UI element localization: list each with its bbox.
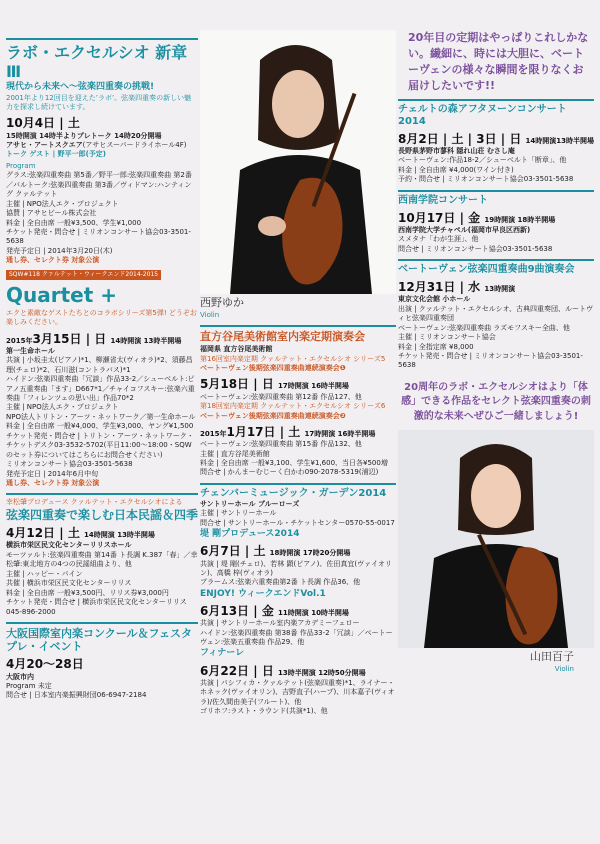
garden-t2: ENJOY! ウィークエンドVol.1	[200, 588, 326, 599]
felt-title: チェルトの森アフタヌーンコンサート2014	[398, 103, 567, 127]
seinan-date: 10月17日 | 金 19時開演 18時半開場	[398, 210, 556, 225]
kouei-title: 弦楽四重奏で楽しむ日本民謡＆四季	[6, 507, 199, 522]
kouei-section	[6, 493, 198, 617]
naoshima-date2: 2015年1月17日 | 土 17時開演 16時半開場	[200, 424, 376, 439]
naoshima-place: 福岡県 直方谷尾美術館	[200, 345, 273, 354]
beethoven-section	[398, 259, 594, 371]
column-right	[398, 0, 594, 675]
felt-price: 料金 | 全自由席 ¥4,000(ワイン付き)	[398, 165, 514, 174]
quartet-cosponsor: NPO法人トリトン・アーツ・ネットワーク／第一生命ホール	[6, 412, 196, 421]
osaka-contact: 問合せ | 日本室内楽振興財団06-6947-2184	[6, 691, 147, 700]
beethoven-venue: 東京文化会館 小ホール	[398, 295, 471, 304]
felt-venue: 長野県茅野市蓼科 隠れ山荘 むさし庵	[398, 146, 515, 155]
labo-date: 10月4日 | 土	[6, 116, 80, 131]
naoshima-series2: 第18回室内楽定期 クァルテット・エクセルシオ シリーズ6	[200, 402, 386, 411]
quartet-ticket2: ミリオンコンサート協会03-3501-5638	[6, 460, 133, 469]
naoshima-section	[200, 325, 396, 478]
kouei-date: 4月12日 | 土 14時開演 13時半開場	[6, 526, 155, 541]
beethoven-host: 主催 | ミリオンコンサート協会	[398, 333, 496, 342]
labo-cosponsor: 協賛 | アサヒビール株式会社	[6, 209, 97, 218]
seinan-title: 西南学院コンサート	[398, 194, 488, 206]
osaka-title: 大阪国際室内楽コンクール＆フェスタ プレ・イベント	[6, 626, 193, 654]
seinan-contact: 問合せ | ミリオンコンサート協会03-3501-5638	[398, 244, 553, 253]
garden-d2: 6月13日 | 金 11時開演 10時半開場	[200, 603, 349, 618]
violinist1-role: Violin	[200, 310, 220, 319]
violinist2-role: Violin	[554, 665, 574, 674]
quartet-venue: 第一生命ホール	[6, 346, 55, 355]
labo-release: 発売予定日 | 2014年3月20日(木)	[6, 246, 113, 255]
kouei-ticket: チケット発売・問合せ | 横浜市栄区民文化センターリリス045-896-2000	[6, 598, 187, 616]
seinan-program: スメタナ「わが生涯」、他	[398, 235, 479, 244]
quartet-release: 発売予定日 | 2014年6月中旬	[6, 469, 99, 478]
naoshima-series1: 第16回室内楽定期 クァルテット・エクセルシオ シリーズ5	[200, 354, 386, 363]
garden-section	[200, 483, 396, 717]
quartet-desc: エクと素敵なゲストたちとのコラボシリーズ第5弾! どうぞお楽しみください。	[6, 308, 197, 327]
osaka-section	[6, 622, 198, 701]
column-middle	[200, 0, 396, 717]
garden-host: 主催 | サントリーホール	[200, 509, 277, 518]
labo-note: 通し券、セレクト券 対象公演	[6, 256, 100, 265]
labo-program: グラス:弦楽四重奏曲 第5番／野平一郎:弦楽四重奏曲 第2番／バルトーク:弦楽四重奏曲 第3番／ヴィドマン:ハンティング クァルテット	[6, 171, 192, 199]
violinist1-photo	[200, 30, 396, 294]
felt-section	[398, 99, 594, 185]
naoshima-price: 料金 | 全自由席 一般¥3,100、学生¥1,600、当日各¥500増	[200, 459, 388, 467]
labo-subtitle: 現代から未来へ～弦楽四重奏の挑戦!	[6, 82, 155, 93]
beethoven-program: ベートーヴェン:弦楽四重奏曲 ラズモフスキー全曲、他	[398, 323, 570, 332]
garden-t1: 堤 剛プロデュース2014	[200, 529, 300, 540]
violinist2-name: 山田百子	[530, 650, 574, 664]
violinist2-image	[398, 430, 594, 648]
felt-date: 8月2日 | 土 | 3日 | 日 14時開演13時半開場	[398, 131, 595, 146]
naoshima-program1: ベートーヴェン:弦楽四重奏曲 第12番 作品127、他	[200, 392, 362, 401]
labo-time: 15時開演 14時半よりプレトーク 14時20分開場	[6, 131, 162, 140]
quartet-ribbon: SQW#118 クァルテット・ウィークエンド2014-2015	[6, 270, 198, 280]
naoshima-date1: 5月18日 | 日 17時開演 16時半開場	[200, 377, 349, 392]
garden-g2: 共演 | サントリーホール室内楽アカデミーフェロー	[200, 619, 360, 628]
labo-ticket: チケット発売・問合せ | ミリオンコンサート協会03-3501-5638	[6, 227, 191, 246]
osaka-program: Program 未定	[6, 681, 52, 690]
garden-d1: 6月7日 | 土 18時開演 17時20分開場	[200, 544, 351, 559]
violinist1-image	[200, 30, 396, 294]
quartet-title: Quartet +	[6, 282, 118, 307]
naoshima-title: 直方谷尾美術館室内楽定期演奏会	[200, 330, 365, 344]
quartet-section	[6, 270, 198, 489]
intro-text: 20年目の定期はやっぱりこれしかない。繊細に、時には大胆に、ベートーヴェンの様々な瞬間を限りなくお届けしたいです!!	[408, 31, 589, 92]
labo-desc: 2001年より12回目を迎えた’ラボ’。弦楽四重奏の新しい魅力を探求し続けています。	[6, 93, 192, 111]
quartet-ticket: チケット発売・問合せ | トリトン・アーツ・ネットワーク・チケットデスク03-3532-5702(平日11:00～18:00・SQWのセット券についてはこちらにお問合せください)	[6, 431, 194, 459]
quartet-price: 料金 | 全自由席 一般¥4,000、学生¥3,000、ヤング¥1,500	[6, 422, 194, 431]
garden-d3: 6月22日 | 日 13時半開演 12時50分開場	[200, 663, 366, 678]
quartet-date: 2015年3月15日 | 日 14時開演 13時半開場	[6, 331, 182, 346]
garden-p3: ゴリホフ:ラスト・ラウンド(共演*1)、他	[200, 707, 328, 716]
naoshima-sub1: ベートーヴェン後期弦楽四重奏曲連続演奏会❶	[200, 364, 346, 372]
quartet-note: 通し券、セレクト券 対象公演	[6, 478, 100, 487]
kouei-price: 料金 | 全自由席 一般¥3,500円、リリス券¥3,000円	[6, 588, 169, 597]
garden-g3: 共演 | パシフィカ・クァルテット(弦楽四重奏)*1、ライナー・ホネック(ヴァイオリン)、吉野直子(ハープ)、川本嘉子(ヴィオラ)/佐久間由美子(フルート)、他	[200, 678, 395, 706]
naoshima-host: 主催 | 直方谷尾美術館	[200, 449, 270, 458]
garden-p2: ハイドン:弦楽四重奏曲 第38番 作品33-2「冗談」／ベートーヴェン:弦楽五重奏曲 作品29、他	[200, 628, 393, 647]
beethoven-ticket: チケット発売・問合せ | ミリオンコンサート協会03-3501-5638	[398, 352, 583, 370]
anniversary-text: 20周年のラボ・エクセルシオはより「体感」できる作品をセレクト弦楽四重奏の刺激的な未来へぜひご一緒しましょう!	[401, 381, 591, 422]
labo-program-label: Program	[6, 161, 36, 170]
labo-section	[6, 38, 198, 266]
labo-venue: アサヒ・アートスクエア(アサヒスーパードライホール4F)	[6, 141, 187, 150]
kouei-program: モーツァルト:弦楽四重奏曲 第14番 ト長調 K.387「春」／幸松肇:東北地方の4つの民謡組曲より、他	[6, 550, 198, 569]
naoshima-program2: ベートーヴェン:弦楽四重奏曲 第15番 作品132、他	[200, 440, 362, 449]
naoshima-contact: 問合せ | かんまーむじーく白かわ090-2078-5319(浦辺)	[200, 468, 379, 477]
naoshima-sub2: ベートーヴェン後期弦楽四重奏曲連続演奏会❷	[200, 411, 346, 420]
garden-p1: ブラームス:弦楽六重奏曲第2番 ト長調 作品36、他	[200, 578, 361, 587]
felt-reserve: 予約・問合せ | ミリオンコンサート協会03-3501-5638	[398, 175, 574, 184]
violinist2-caption	[398, 650, 594, 674]
garden-title: チェンバーミュージック・ガーデン2014	[200, 487, 387, 499]
felt-program: ベートーヴェン:作品18-2／シューベルト「断章」、他	[398, 156, 567, 165]
violinist1-name: 西野ゆか	[200, 296, 244, 309]
kouei-host: 主催 | ハッピー・パイン	[6, 569, 83, 578]
kouei-cosponsor: 共催 | 横浜市栄区民文化センターリリス	[6, 579, 132, 588]
garden-contact: 問合せ | サントリーホール・チケットセンター0570-55-0017	[200, 518, 395, 527]
seinan-venue: 西南学院大学チャペル(福岡市早良区西新)	[398, 225, 531, 234]
violinist2-photo	[398, 430, 594, 648]
beethoven-guests: 出演 | クァルテット・エクセルシオ、古典四重奏団、ルートヴィヒ弦楽四重奏団	[398, 304, 594, 323]
labo-title: ラボ・エクセルシオ 新章Ⅲ	[6, 43, 188, 82]
quartet-guests: 共演 | 小坂圭太(ピアノ)*1、柳瀬省太(ヴィオラ)*2、須藤昌理(チェロ)*2、石川滋(コントラバス)*1	[6, 356, 193, 374]
kouei-label: 幸松肇プロデュース クァルテット・エクセルシオによる	[6, 498, 183, 507]
labo-host: 主催 | NPO法人エク・プロジェクト	[6, 199, 119, 208]
osaka-date: 4月20～28日	[6, 657, 84, 672]
quartet-host: 主催 | NPO法人エク・プロジェクト	[6, 403, 119, 412]
beethoven-title: ベートーヴェン弦楽四重奏曲9曲演奏会	[398, 264, 575, 276]
column-left	[6, 0, 198, 701]
kouei-venue: 横浜市栄区民文化センターリリスホール	[6, 541, 132, 550]
garden-t3: フィナーレ	[200, 648, 245, 659]
labo-talk: トーク ゲスト | 野平一郎(予定)	[6, 150, 106, 159]
quartet-program: ハイドン:弦楽四重奏曲「冗談」作品33-2／シューベルト:ピアノ五重奏曲「ます」D667*1／チャイコフスキー:弦楽六重奏曲「フィレンツェの思い出」作品70*2	[6, 375, 195, 403]
beethoven-price: 料金 | 全指定席 ¥8,000	[398, 342, 474, 351]
labo-price: 料金 | 全自由席 一般¥3,500、学生¥1,000	[6, 218, 142, 227]
garden-venue: サントリーホール ブルーローズ	[200, 499, 300, 508]
beethoven-date: 12月31日 | 水 13時開演	[398, 280, 516, 295]
garden-g1: 共演 | 堤 剛(チェロ)、若林 顕(ピアノ)、佐田真宜(ヴァイオリン)、高橋 梓(ヴィオラ)	[200, 559, 392, 577]
seinan-section	[398, 190, 594, 255]
osaka-venue: 大阪市内	[6, 672, 34, 681]
